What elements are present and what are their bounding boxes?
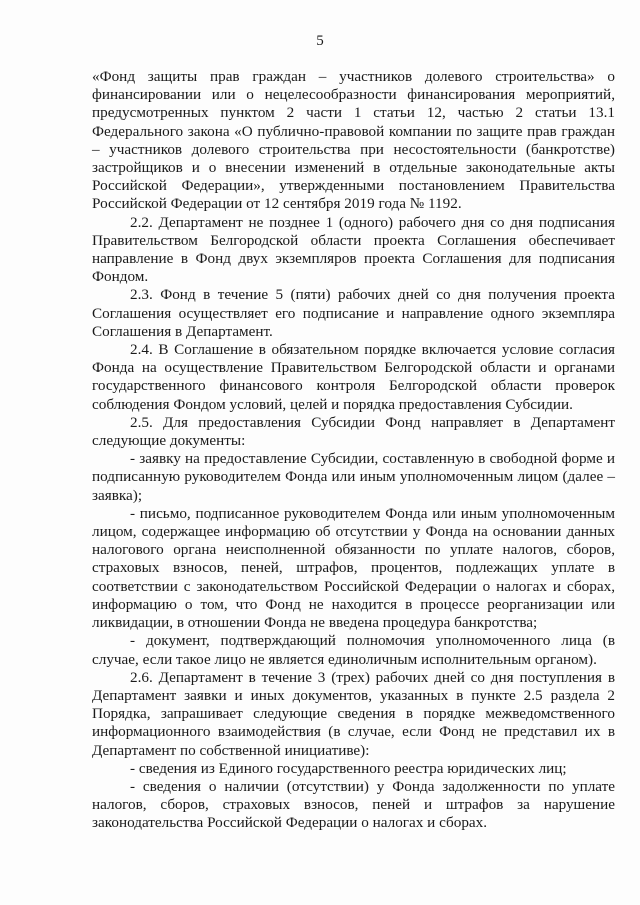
list-item-application: - заявку на предоставление Субсидии, составленную в свободной форме и подписанную руководителем Фонда или иным уполномоченным лицом (далее – заявка); — [92, 450, 615, 504]
paragraph-2-3: 2.3. Фонд в течение 5 (пяти) рабочих дней со дня получения проекта Соглашения осуществляет его подписание и направление одного экземпляра Соглашения в Департамент. — [92, 286, 615, 340]
paragraph-2-4: 2.4. В Соглашение в обязательном порядке включается условие согласия Фонда на осуществление Правительством Белгородской области и органами государственного финансового контроля Белгородской области проверок соблюдения Фондом условий, целей и порядка предоставления Субсидии. — [92, 341, 615, 413]
list-item-authority-document: - документ, подтверждающий полномочия уполномоченного лица (в случае, если такое лицо не является единоличным исполнительным органом). — [92, 632, 615, 668]
list-item-tax-debt-info: - сведения о наличии (отсутствии) у Фонда задолженности по уплате налогов, сборов, страховых взносов, пеней и штрафов за нарушение законодательства Российской Федерации о налогах и сборах. — [92, 777, 615, 832]
paragraph-2-5: 2.5. Для предоставления Субсидии Фонд направляет в Департамент следующие документы: — [92, 413, 615, 450]
paragraph-2-2: 2.2. Департамент не позднее 1 (одного) рабочего дня со дня подписания Правительством Белгородской области проекта Соглашения обеспечивает направление в Фонд двух экземпляров проекта Соглашения для подписания Фондом. — [92, 213, 615, 286]
list-item-registry-info: - сведения из Единого государственного реестра юридических лиц; — [130, 759, 567, 777]
paragraph-2-6: 2.6. Департамент в течение 3 (трех) рабочих дней со дня поступления в Департамент заявки и иных документов, указанных в пункте 2.5 раздела 2 Порядка, запрашивает следующие сведения в порядке межведомственного информационного взаимодействия (в случае, если Фонд не представил их в Департамент по собственной инициативе): — [92, 668, 615, 759]
list-item-letter: - письмо, подписанное руководителем Фонда или иным уполномоченным лицом, содержащее информацию об отсутствии у Фонда на основании данных налогового органа неисполненной обязанности по уплате налогов, сборов, страховых взносов, пеней, штрафов, процентов, подлежащих уплате в соответствии с законодательством Российской Федерации о налогах и сборах, информацию о том, что Фонд не находится в процессе реорганизации или ликвидации, в отношении Фонда не введена процедура банкротства; — [92, 504, 615, 632]
page-number: 5 — [316, 33, 324, 49]
paragraph-fund-decision-continuation: «Фонд защиты прав граждан – участников долевого строительства» о финансировании или о нецелесообразности финансирования мероприятий, предусмотренных пунктом 2 части 1 статьи 12, частью 2 статьи 13.1 Федерального закона «О публично-правовой компании по защите прав граждан – участников долевого строительства при несостоятельности (банкротстве) застройщиков и о внесении изменений в отдельные законодательные акты Российской Федерации», утвержденными постановлением Правительства Российской Федерации от 12 сентября 2019 года № 1192. — [92, 68, 615, 213]
document-body — [92, 68, 615, 833]
